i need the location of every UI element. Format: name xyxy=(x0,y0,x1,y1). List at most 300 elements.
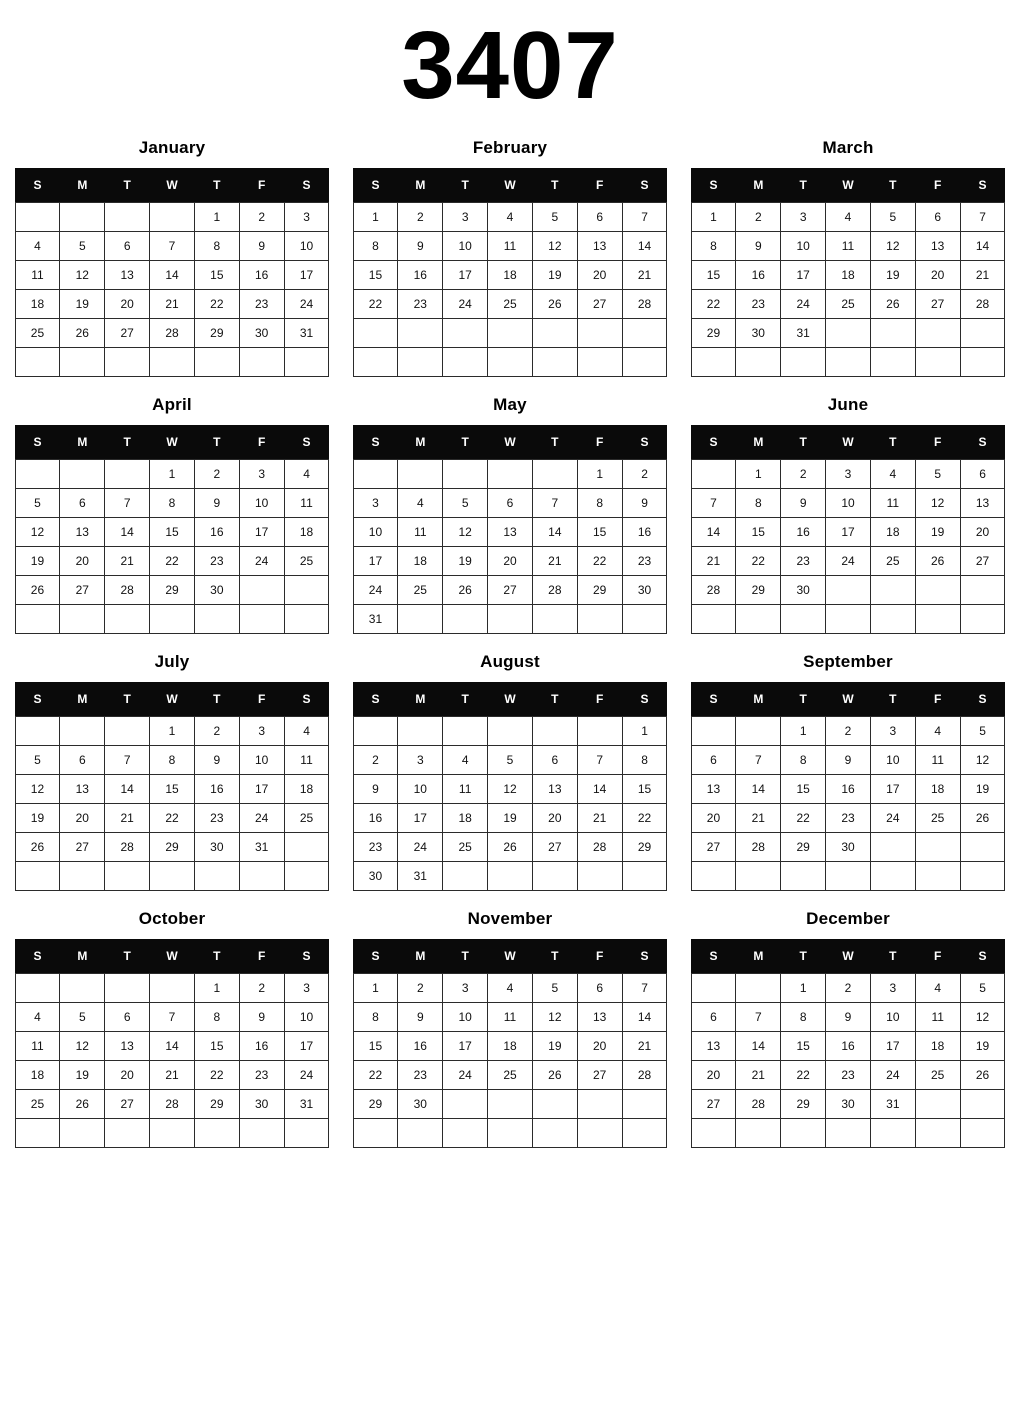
day-cell[interactable]: 10 xyxy=(239,746,284,775)
day-cell[interactable]: 25 xyxy=(488,1061,533,1090)
day-cell[interactable]: 28 xyxy=(691,576,736,605)
day-cell[interactable]: 5 xyxy=(532,974,577,1003)
day-cell[interactable]: 2 xyxy=(826,717,871,746)
day-cell[interactable]: 31 xyxy=(398,862,443,891)
day-cell[interactable]: 1 xyxy=(622,717,667,746)
day-cell[interactable]: 12 xyxy=(15,775,60,804)
day-cell[interactable]: 1 xyxy=(691,203,736,232)
day-cell[interactable]: 15 xyxy=(150,518,195,547)
day-cell[interactable]: 7 xyxy=(105,746,150,775)
day-cell[interactable]: 24 xyxy=(870,1061,915,1090)
day-cell[interactable]: 4 xyxy=(398,489,443,518)
day-cell[interactable]: 28 xyxy=(532,576,577,605)
day-cell[interactable]: 27 xyxy=(60,833,105,862)
day-cell[interactable]: 17 xyxy=(239,775,284,804)
day-cell[interactable]: 19 xyxy=(60,290,105,319)
day-cell[interactable]: 13 xyxy=(532,775,577,804)
day-cell[interactable]: 2 xyxy=(826,974,871,1003)
day-cell[interactable]: 14 xyxy=(736,775,781,804)
day-cell[interactable]: 17 xyxy=(284,261,329,290)
day-cell[interactable]: 14 xyxy=(150,1032,195,1061)
day-cell[interactable]: 12 xyxy=(870,232,915,261)
day-cell[interactable]: 16 xyxy=(398,1032,443,1061)
day-cell[interactable]: 16 xyxy=(194,518,239,547)
day-cell[interactable]: 16 xyxy=(826,1032,871,1061)
day-cell[interactable]: 5 xyxy=(488,746,533,775)
day-cell[interactable]: 18 xyxy=(488,261,533,290)
day-cell[interactable]: 15 xyxy=(194,1032,239,1061)
day-cell[interactable]: 24 xyxy=(781,290,826,319)
day-cell[interactable]: 18 xyxy=(284,518,329,547)
day-cell[interactable]: 20 xyxy=(105,290,150,319)
day-cell[interactable]: 4 xyxy=(870,460,915,489)
day-cell[interactable]: 4 xyxy=(915,974,960,1003)
day-cell[interactable]: 13 xyxy=(691,1032,736,1061)
day-cell[interactable]: 12 xyxy=(532,1003,577,1032)
day-cell[interactable]: 23 xyxy=(398,1061,443,1090)
day-cell[interactable]: 26 xyxy=(60,1090,105,1119)
day-cell[interactable]: 16 xyxy=(239,261,284,290)
day-cell[interactable]: 3 xyxy=(239,460,284,489)
day-cell[interactable]: 28 xyxy=(622,1061,667,1090)
day-cell[interactable]: 4 xyxy=(15,1003,60,1032)
day-cell[interactable]: 13 xyxy=(488,518,533,547)
day-cell[interactable]: 5 xyxy=(15,746,60,775)
day-cell[interactable]: 8 xyxy=(781,1003,826,1032)
day-cell[interactable]: 3 xyxy=(870,974,915,1003)
day-cell[interactable]: 4 xyxy=(826,203,871,232)
day-cell[interactable]: 22 xyxy=(150,547,195,576)
day-cell[interactable]: 12 xyxy=(60,1032,105,1061)
day-cell[interactable]: 21 xyxy=(736,804,781,833)
day-cell[interactable]: 26 xyxy=(15,833,60,862)
day-cell[interactable]: 3 xyxy=(443,203,488,232)
day-cell[interactable]: 18 xyxy=(398,547,443,576)
day-cell[interactable]: 8 xyxy=(194,232,239,261)
day-cell[interactable]: 22 xyxy=(691,290,736,319)
day-cell[interactable]: 25 xyxy=(15,319,60,348)
day-cell[interactable]: 8 xyxy=(622,746,667,775)
day-cell[interactable]: 10 xyxy=(826,489,871,518)
day-cell[interactable]: 23 xyxy=(826,804,871,833)
day-cell[interactable]: 25 xyxy=(443,833,488,862)
day-cell[interactable]: 20 xyxy=(691,1061,736,1090)
day-cell[interactable]: 7 xyxy=(532,489,577,518)
day-cell[interactable]: 5 xyxy=(60,232,105,261)
day-cell[interactable]: 11 xyxy=(284,489,329,518)
day-cell[interactable]: 5 xyxy=(870,203,915,232)
day-cell[interactable]: 3 xyxy=(781,203,826,232)
day-cell[interactable]: 9 xyxy=(194,746,239,775)
day-cell[interactable]: 12 xyxy=(443,518,488,547)
day-cell[interactable]: 27 xyxy=(60,576,105,605)
day-cell[interactable]: 16 xyxy=(622,518,667,547)
day-cell[interactable]: 20 xyxy=(915,261,960,290)
day-cell[interactable]: 16 xyxy=(826,775,871,804)
day-cell[interactable]: 24 xyxy=(826,547,871,576)
day-cell[interactable]: 9 xyxy=(398,1003,443,1032)
day-cell[interactable]: 31 xyxy=(353,605,398,634)
day-cell[interactable]: 8 xyxy=(781,746,826,775)
day-cell[interactable]: 16 xyxy=(239,1032,284,1061)
day-cell[interactable]: 5 xyxy=(960,717,1005,746)
day-cell[interactable]: 6 xyxy=(691,746,736,775)
day-cell[interactable]: 28 xyxy=(105,833,150,862)
day-cell[interactable]: 30 xyxy=(194,576,239,605)
day-cell[interactable]: 30 xyxy=(781,576,826,605)
day-cell[interactable]: 3 xyxy=(870,717,915,746)
day-cell[interactable]: 21 xyxy=(532,547,577,576)
day-cell[interactable]: 1 xyxy=(150,460,195,489)
day-cell[interactable]: 29 xyxy=(150,833,195,862)
day-cell[interactable]: 6 xyxy=(577,203,622,232)
day-cell[interactable]: 22 xyxy=(781,1061,826,1090)
day-cell[interactable]: 7 xyxy=(577,746,622,775)
day-cell[interactable]: 21 xyxy=(622,1032,667,1061)
day-cell[interactable]: 24 xyxy=(284,290,329,319)
day-cell[interactable]: 8 xyxy=(691,232,736,261)
day-cell[interactable]: 21 xyxy=(105,547,150,576)
day-cell[interactable]: 30 xyxy=(239,319,284,348)
day-cell[interactable]: 25 xyxy=(915,1061,960,1090)
day-cell[interactable]: 23 xyxy=(239,290,284,319)
day-cell[interactable]: 8 xyxy=(736,489,781,518)
day-cell[interactable]: 13 xyxy=(60,518,105,547)
day-cell[interactable]: 9 xyxy=(622,489,667,518)
day-cell[interactable]: 9 xyxy=(398,232,443,261)
day-cell[interactable]: 20 xyxy=(577,1032,622,1061)
day-cell[interactable]: 13 xyxy=(105,1032,150,1061)
day-cell[interactable]: 15 xyxy=(781,1032,826,1061)
day-cell[interactable]: 20 xyxy=(577,261,622,290)
day-cell[interactable]: 22 xyxy=(781,804,826,833)
day-cell[interactable]: 29 xyxy=(781,1090,826,1119)
day-cell[interactable]: 2 xyxy=(398,974,443,1003)
day-cell[interactable]: 29 xyxy=(353,1090,398,1119)
day-cell[interactable]: 16 xyxy=(781,518,826,547)
day-cell[interactable]: 26 xyxy=(443,576,488,605)
day-cell[interactable]: 27 xyxy=(105,1090,150,1119)
day-cell[interactable]: 9 xyxy=(781,489,826,518)
day-cell[interactable]: 24 xyxy=(284,1061,329,1090)
day-cell[interactable]: 23 xyxy=(736,290,781,319)
day-cell[interactable]: 9 xyxy=(353,775,398,804)
day-cell[interactable]: 20 xyxy=(60,804,105,833)
day-cell[interactable]: 3 xyxy=(398,746,443,775)
day-cell[interactable]: 12 xyxy=(960,1003,1005,1032)
day-cell[interactable]: 2 xyxy=(622,460,667,489)
day-cell[interactable]: 10 xyxy=(870,746,915,775)
day-cell[interactable]: 10 xyxy=(870,1003,915,1032)
day-cell[interactable]: 19 xyxy=(443,547,488,576)
day-cell[interactable]: 19 xyxy=(15,804,60,833)
day-cell[interactable]: 9 xyxy=(194,489,239,518)
day-cell[interactable]: 6 xyxy=(960,460,1005,489)
day-cell[interactable]: 12 xyxy=(532,232,577,261)
day-cell[interactable]: 21 xyxy=(622,261,667,290)
day-cell[interactable]: 23 xyxy=(622,547,667,576)
day-cell[interactable]: 8 xyxy=(150,489,195,518)
day-cell[interactable]: 17 xyxy=(870,1032,915,1061)
day-cell[interactable]: 9 xyxy=(239,1003,284,1032)
day-cell[interactable]: 26 xyxy=(960,1061,1005,1090)
day-cell[interactable]: 7 xyxy=(691,489,736,518)
day-cell[interactable]: 14 xyxy=(960,232,1005,261)
day-cell[interactable]: 14 xyxy=(622,1003,667,1032)
day-cell[interactable]: 6 xyxy=(105,232,150,261)
day-cell[interactable]: 27 xyxy=(915,290,960,319)
day-cell[interactable]: 9 xyxy=(239,232,284,261)
day-cell[interactable]: 17 xyxy=(443,1032,488,1061)
day-cell[interactable]: 5 xyxy=(60,1003,105,1032)
day-cell[interactable]: 19 xyxy=(15,547,60,576)
day-cell[interactable]: 4 xyxy=(15,232,60,261)
day-cell[interactable]: 23 xyxy=(353,833,398,862)
day-cell[interactable]: 2 xyxy=(736,203,781,232)
day-cell[interactable]: 22 xyxy=(353,290,398,319)
day-cell[interactable]: 25 xyxy=(284,804,329,833)
day-cell[interactable]: 13 xyxy=(960,489,1005,518)
day-cell[interactable]: 28 xyxy=(105,576,150,605)
day-cell[interactable]: 3 xyxy=(826,460,871,489)
day-cell[interactable]: 19 xyxy=(532,261,577,290)
day-cell[interactable]: 25 xyxy=(826,290,871,319)
day-cell[interactable]: 6 xyxy=(915,203,960,232)
day-cell[interactable]: 10 xyxy=(443,232,488,261)
day-cell[interactable]: 13 xyxy=(577,232,622,261)
day-cell[interactable]: 18 xyxy=(915,775,960,804)
day-cell[interactable]: 9 xyxy=(826,1003,871,1032)
day-cell[interactable]: 27 xyxy=(691,1090,736,1119)
day-cell[interactable]: 2 xyxy=(239,974,284,1003)
day-cell[interactable]: 28 xyxy=(736,1090,781,1119)
day-cell[interactable]: 9 xyxy=(736,232,781,261)
day-cell[interactable]: 13 xyxy=(915,232,960,261)
day-cell[interactable]: 24 xyxy=(870,804,915,833)
day-cell[interactable]: 12 xyxy=(915,489,960,518)
day-cell[interactable]: 1 xyxy=(781,974,826,1003)
day-cell[interactable]: 31 xyxy=(284,1090,329,1119)
day-cell[interactable]: 20 xyxy=(960,518,1005,547)
day-cell[interactable]: 31 xyxy=(284,319,329,348)
day-cell[interactable]: 3 xyxy=(239,717,284,746)
day-cell[interactable]: 31 xyxy=(781,319,826,348)
day-cell[interactable]: 15 xyxy=(691,261,736,290)
day-cell[interactable]: 1 xyxy=(150,717,195,746)
day-cell[interactable]: 5 xyxy=(443,489,488,518)
day-cell[interactable]: 2 xyxy=(239,203,284,232)
day-cell[interactable]: 8 xyxy=(353,1003,398,1032)
day-cell[interactable]: 11 xyxy=(488,232,533,261)
day-cell[interactable]: 17 xyxy=(781,261,826,290)
day-cell[interactable]: 2 xyxy=(398,203,443,232)
day-cell[interactable]: 28 xyxy=(150,319,195,348)
day-cell[interactable]: 10 xyxy=(284,1003,329,1032)
day-cell[interactable]: 15 xyxy=(622,775,667,804)
day-cell[interactable]: 30 xyxy=(826,833,871,862)
day-cell[interactable]: 29 xyxy=(781,833,826,862)
day-cell[interactable]: 29 xyxy=(194,319,239,348)
day-cell[interactable]: 23 xyxy=(398,290,443,319)
day-cell[interactable]: 30 xyxy=(398,1090,443,1119)
day-cell[interactable]: 30 xyxy=(194,833,239,862)
day-cell[interactable]: 30 xyxy=(239,1090,284,1119)
day-cell[interactable]: 22 xyxy=(577,547,622,576)
day-cell[interactable]: 26 xyxy=(870,290,915,319)
day-cell[interactable]: 21 xyxy=(960,261,1005,290)
day-cell[interactable]: 1 xyxy=(353,203,398,232)
day-cell[interactable]: 1 xyxy=(736,460,781,489)
day-cell[interactable]: 17 xyxy=(826,518,871,547)
day-cell[interactable]: 31 xyxy=(870,1090,915,1119)
day-cell[interactable]: 26 xyxy=(532,1061,577,1090)
day-cell[interactable]: 7 xyxy=(960,203,1005,232)
day-cell[interactable]: 21 xyxy=(105,804,150,833)
day-cell[interactable]: 13 xyxy=(691,775,736,804)
day-cell[interactable]: 13 xyxy=(105,261,150,290)
day-cell[interactable]: 27 xyxy=(488,576,533,605)
day-cell[interactable]: 20 xyxy=(532,804,577,833)
day-cell[interactable]: 28 xyxy=(736,833,781,862)
day-cell[interactable]: 7 xyxy=(736,1003,781,1032)
day-cell[interactable]: 19 xyxy=(915,518,960,547)
day-cell[interactable]: 26 xyxy=(960,804,1005,833)
day-cell[interactable]: 2 xyxy=(353,746,398,775)
day-cell[interactable]: 15 xyxy=(353,1032,398,1061)
day-cell[interactable]: 10 xyxy=(353,518,398,547)
day-cell[interactable]: 24 xyxy=(353,576,398,605)
day-cell[interactable]: 28 xyxy=(622,290,667,319)
day-cell[interactable]: 5 xyxy=(960,974,1005,1003)
day-cell[interactable]: 4 xyxy=(488,203,533,232)
day-cell[interactable]: 27 xyxy=(105,319,150,348)
day-cell[interactable]: 18 xyxy=(15,290,60,319)
day-cell[interactable]: 10 xyxy=(781,232,826,261)
day-cell[interactable]: 16 xyxy=(353,804,398,833)
day-cell[interactable]: 22 xyxy=(353,1061,398,1090)
day-cell[interactable]: 18 xyxy=(443,804,488,833)
day-cell[interactable]: 17 xyxy=(353,547,398,576)
day-cell[interactable]: 1 xyxy=(781,717,826,746)
day-cell[interactable]: 11 xyxy=(915,746,960,775)
day-cell[interactable]: 26 xyxy=(915,547,960,576)
day-cell[interactable]: 11 xyxy=(398,518,443,547)
day-cell[interactable]: 1 xyxy=(353,974,398,1003)
day-cell[interactable]: 11 xyxy=(284,746,329,775)
day-cell[interactable]: 1 xyxy=(194,203,239,232)
day-cell[interactable]: 6 xyxy=(532,746,577,775)
day-cell[interactable]: 1 xyxy=(577,460,622,489)
day-cell[interactable]: 24 xyxy=(443,290,488,319)
day-cell[interactable]: 21 xyxy=(577,804,622,833)
day-cell[interactable]: 12 xyxy=(15,518,60,547)
day-cell[interactable]: 4 xyxy=(915,717,960,746)
day-cell[interactable]: 29 xyxy=(691,319,736,348)
day-cell[interactable]: 18 xyxy=(284,775,329,804)
day-cell[interactable]: 13 xyxy=(60,775,105,804)
day-cell[interactable]: 19 xyxy=(870,261,915,290)
day-cell[interactable]: 20 xyxy=(488,547,533,576)
day-cell[interactable]: 11 xyxy=(15,1032,60,1061)
day-cell[interactable]: 14 xyxy=(691,518,736,547)
day-cell[interactable]: 13 xyxy=(577,1003,622,1032)
day-cell[interactable]: 19 xyxy=(488,804,533,833)
day-cell[interactable]: 27 xyxy=(577,1061,622,1090)
day-cell[interactable]: 14 xyxy=(150,261,195,290)
day-cell[interactable]: 8 xyxy=(353,232,398,261)
day-cell[interactable]: 20 xyxy=(60,547,105,576)
day-cell[interactable]: 2 xyxy=(781,460,826,489)
day-cell[interactable]: 17 xyxy=(870,775,915,804)
day-cell[interactable]: 26 xyxy=(532,290,577,319)
day-cell[interactable]: 4 xyxy=(488,974,533,1003)
day-cell[interactable]: 23 xyxy=(239,1061,284,1090)
day-cell[interactable]: 21 xyxy=(150,1061,195,1090)
day-cell[interactable]: 24 xyxy=(443,1061,488,1090)
day-cell[interactable]: 26 xyxy=(60,319,105,348)
day-cell[interactable]: 25 xyxy=(284,547,329,576)
day-cell[interactable]: 22 xyxy=(150,804,195,833)
day-cell[interactable]: 7 xyxy=(150,232,195,261)
day-cell[interactable]: 27 xyxy=(532,833,577,862)
day-cell[interactable]: 6 xyxy=(60,746,105,775)
day-cell[interactable]: 15 xyxy=(781,775,826,804)
day-cell[interactable]: 23 xyxy=(194,547,239,576)
day-cell[interactable]: 16 xyxy=(398,261,443,290)
day-cell[interactable]: 3 xyxy=(284,974,329,1003)
day-cell[interactable]: 17 xyxy=(443,261,488,290)
day-cell[interactable]: 11 xyxy=(15,261,60,290)
day-cell[interactable]: 25 xyxy=(870,547,915,576)
day-cell[interactable]: 1 xyxy=(194,974,239,1003)
day-cell[interactable]: 21 xyxy=(691,547,736,576)
day-cell[interactable]: 12 xyxy=(488,775,533,804)
day-cell[interactable]: 16 xyxy=(736,261,781,290)
day-cell[interactable]: 17 xyxy=(398,804,443,833)
day-cell[interactable]: 6 xyxy=(105,1003,150,1032)
day-cell[interactable]: 29 xyxy=(577,576,622,605)
day-cell[interactable]: 19 xyxy=(960,775,1005,804)
day-cell[interactable]: 10 xyxy=(398,775,443,804)
day-cell[interactable]: 15 xyxy=(353,261,398,290)
day-cell[interactable]: 25 xyxy=(488,290,533,319)
day-cell[interactable]: 11 xyxy=(826,232,871,261)
day-cell[interactable]: 12 xyxy=(60,261,105,290)
day-cell[interactable]: 4 xyxy=(284,717,329,746)
day-cell[interactable]: 18 xyxy=(826,261,871,290)
day-cell[interactable]: 20 xyxy=(691,804,736,833)
day-cell[interactable]: 6 xyxy=(60,489,105,518)
day-cell[interactable]: 29 xyxy=(194,1090,239,1119)
day-cell[interactable]: 23 xyxy=(194,804,239,833)
day-cell[interactable]: 24 xyxy=(239,547,284,576)
day-cell[interactable]: 3 xyxy=(353,489,398,518)
day-cell[interactable]: 19 xyxy=(960,1032,1005,1061)
day-cell[interactable]: 28 xyxy=(960,290,1005,319)
day-cell[interactable]: 5 xyxy=(532,203,577,232)
day-cell[interactable]: 31 xyxy=(239,833,284,862)
day-cell[interactable]: 15 xyxy=(194,261,239,290)
day-cell[interactable]: 17 xyxy=(239,518,284,547)
day-cell[interactable]: 29 xyxy=(622,833,667,862)
day-cell[interactable]: 25 xyxy=(398,576,443,605)
day-cell[interactable]: 14 xyxy=(105,518,150,547)
day-cell[interactable]: 20 xyxy=(105,1061,150,1090)
day-cell[interactable]: 24 xyxy=(239,804,284,833)
day-cell[interactable]: 18 xyxy=(15,1061,60,1090)
day-cell[interactable]: 7 xyxy=(150,1003,195,1032)
day-cell[interactable]: 12 xyxy=(960,746,1005,775)
